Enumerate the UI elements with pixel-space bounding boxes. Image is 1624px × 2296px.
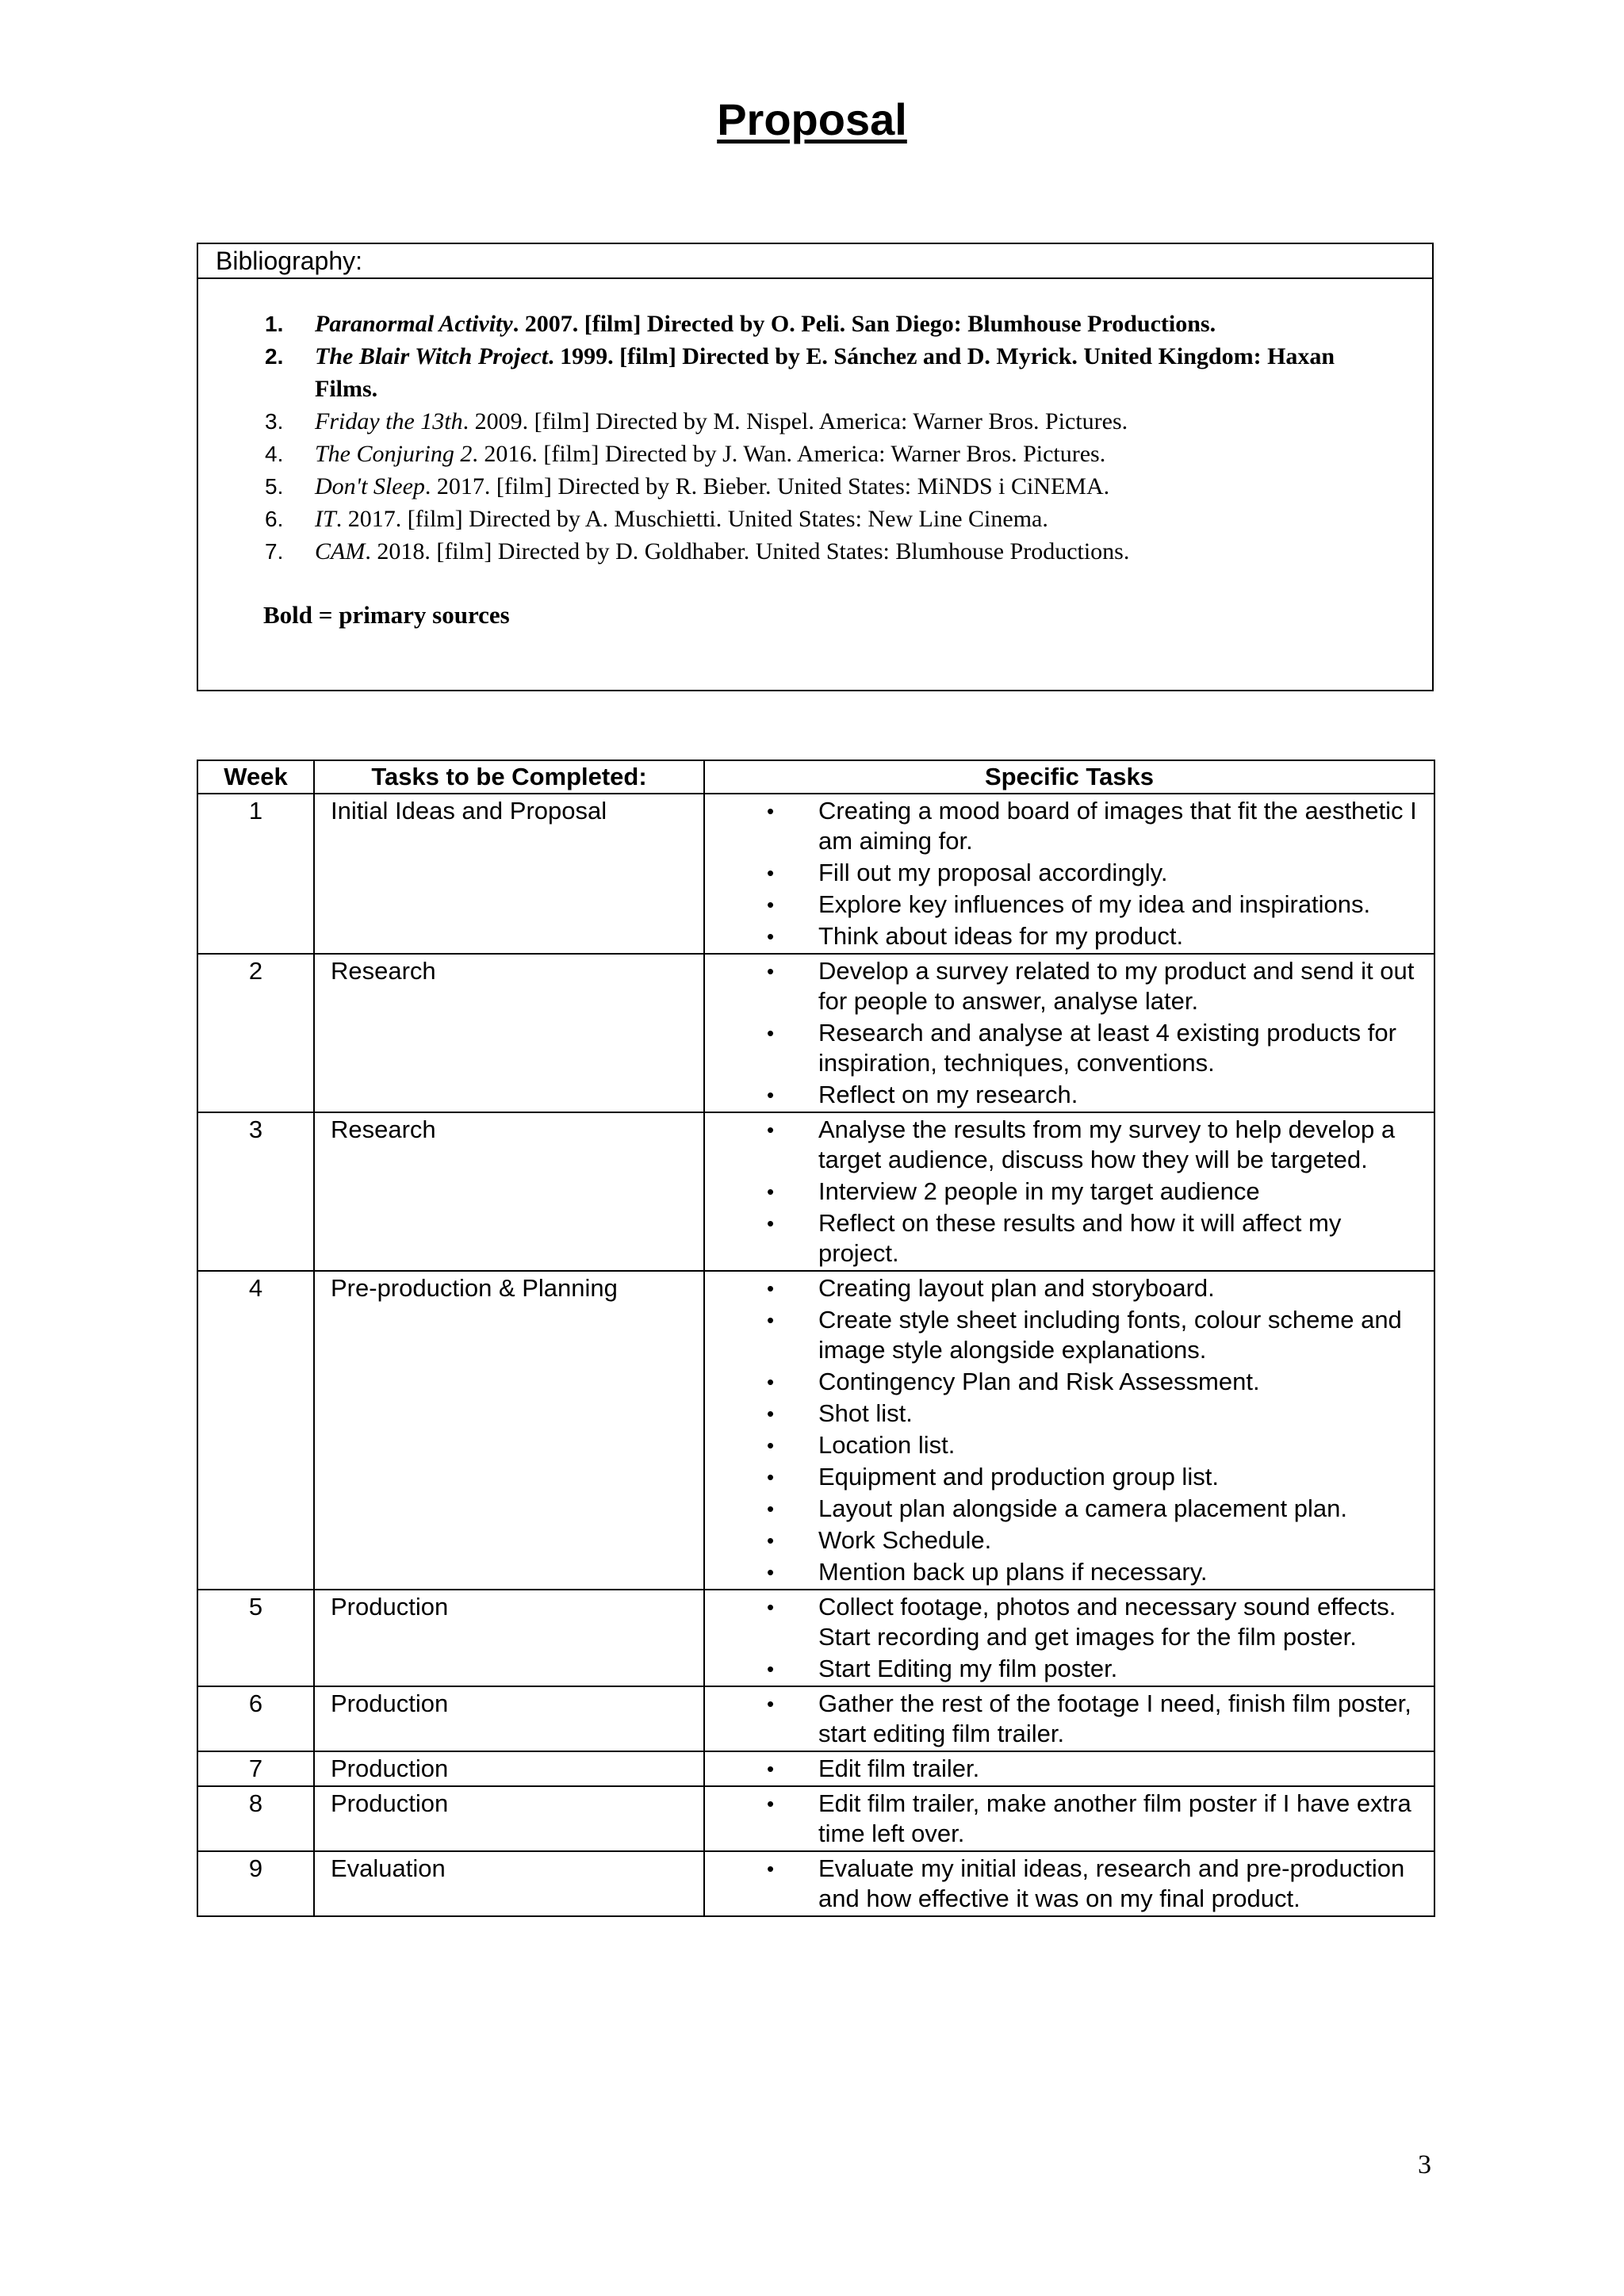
specific-tasks-header: Specific Tasks (704, 760, 1434, 794)
bibliography-entry-title: IT (315, 506, 336, 532)
table-row (197, 1271, 1434, 1590)
specific-tasks-cell (704, 1271, 1434, 1590)
bibliography-entry-details: . 2018. [film] Directed by D. Goldhaber. United States: Blumhouse Productions. (365, 538, 1130, 564)
bibliography-note: Bold = primary sources (263, 601, 510, 629)
specific-task-text: Contingency Plan and Risk Assessment. (818, 1368, 1260, 1395)
bibliography-entry-details: . 1999. [film] Directed by E. Sánchez and D. Myrick. United Kingdom: Haxan Films. (315, 343, 1335, 402)
specific-task-item (705, 1305, 1434, 1365)
week-cell: 7 (197, 1751, 314, 1786)
bullet-icon: • (767, 1657, 775, 1681)
specific-task-text: Interview 2 people in my target audience (818, 1177, 1260, 1205)
specific-task-item (705, 1854, 1434, 1914)
specific-tasks-cell (704, 1851, 1434, 1916)
task-cell: Pre-production & Planning (314, 1271, 704, 1590)
bibliography-entry-number: 2. (265, 344, 284, 369)
table-row (197, 1112, 1434, 1271)
task-cell: Production (314, 1751, 704, 1786)
bullet-icon: • (767, 1465, 775, 1489)
bibliography-entry-title: The Blair Witch Project (315, 343, 549, 369)
specific-tasks-cell (704, 954, 1434, 1112)
specific-task-item (705, 858, 1434, 888)
bullet-icon: • (767, 1595, 775, 1619)
specific-task-item (705, 1115, 1434, 1175)
specific-task-text: Create style sheet including fonts, colour scheme and image style alongside explanations. (818, 1306, 1402, 1364)
bibliography-entry-details: . 2017. [film] Directed by R. Bieber. United States: MiNDS i CiNEMA. (424, 473, 1110, 499)
table-row (197, 1590, 1434, 1686)
bullet-icon: • (767, 1276, 775, 1300)
specific-task-item (705, 1080, 1434, 1110)
specific-task-item (705, 1525, 1434, 1556)
specific-task-item (705, 890, 1434, 920)
table-row (197, 1751, 1434, 1786)
bibliography-entry (198, 405, 1432, 438)
specific-task-text: Start Editing my film poster. (818, 1655, 1118, 1682)
specific-tasks-cell (704, 1112, 1434, 1271)
page-title: Proposal (717, 94, 907, 144)
bullet-icon: • (767, 1529, 775, 1552)
week-cell: 4 (197, 1271, 314, 1590)
bullet-icon: • (767, 1180, 775, 1203)
specific-task-text: Reflect on these results and how it will affect my project. (818, 1209, 1342, 1267)
week-cell: 2 (197, 954, 314, 1112)
bullet-icon: • (767, 799, 775, 823)
specific-task-text: Edit film trailer. (818, 1755, 980, 1782)
specific-task-text: Mention back up plans if necessary. (818, 1558, 1208, 1586)
specific-task-list (705, 1115, 1434, 1269)
task-cell: Research (314, 1112, 704, 1271)
specific-task-list (705, 956, 1434, 1110)
bibliography-label: Bibliography: (198, 244, 1432, 279)
tasks-header: Tasks to be Completed: (314, 760, 704, 794)
table-row (197, 1786, 1434, 1851)
specific-task-text: Research and analyse at least 4 existing products for inspiration, techniques, conventions. (818, 1019, 1396, 1077)
specific-tasks-cell (704, 1590, 1434, 1686)
specific-task-item (705, 1018, 1434, 1078)
specific-task-text: Think about ideas for my product. (818, 922, 1184, 950)
specific-task-item (705, 1654, 1434, 1684)
task-cell: Research (314, 954, 704, 1112)
specific-task-text: Develop a survey related to my product and send it out for people to answer, analyse later. (818, 957, 1415, 1015)
bibliography-box (197, 243, 1434, 691)
bibliography-entry-details: . 2009. [film] Directed by M. Nispel. America: Warner Bros. Pictures. (462, 408, 1128, 434)
bullet-icon: • (767, 1433, 775, 1457)
bibliography-entry-number: 5. (265, 474, 284, 499)
task-cell: Production (314, 1686, 704, 1751)
bibliography-entry-details: . 2007. [film] Directed by O. Peli. San Diego: Blumhouse Productions. (512, 311, 1216, 337)
bullet-icon: • (767, 893, 775, 916)
specific-tasks-cell (704, 1786, 1434, 1851)
bullet-icon: • (767, 1757, 775, 1781)
specific-task-text: Reflect on my research. (818, 1081, 1078, 1108)
table-row (197, 794, 1434, 954)
specific-task-text: Fill out my proposal accordingly. (818, 859, 1168, 886)
week-cell: 3 (197, 1112, 314, 1271)
bibliography-entry (198, 438, 1432, 470)
bibliography-entry-number: 7. (265, 539, 284, 564)
bullet-icon: • (767, 1560, 775, 1584)
bullet-icon: • (767, 1402, 775, 1425)
bibliography-entry-number: 4. (265, 442, 284, 466)
specific-task-list (705, 1689, 1434, 1749)
specific-task-text: Gather the rest of the footage I need, finish film poster, start editing film trailer. (818, 1689, 1411, 1747)
week-cell: 5 (197, 1590, 314, 1686)
bibliography-entry-title: CAM (315, 538, 366, 564)
bibliography-entry (198, 340, 1432, 405)
specific-task-item (705, 921, 1434, 951)
bibliography-entry (198, 308, 1432, 340)
week-header: Week (197, 760, 314, 794)
specific-tasks-cell (704, 794, 1434, 954)
specific-task-list (705, 1273, 1434, 1587)
bibliography-entry-title: Friday the 13th (315, 408, 463, 434)
specific-task-item (705, 796, 1434, 856)
specific-task-list (705, 1854, 1434, 1914)
schedule-header-row (197, 760, 1434, 794)
specific-task-list (705, 796, 1434, 951)
specific-task-item (705, 1789, 1434, 1849)
bullet-icon: • (767, 1211, 775, 1235)
task-cell: Production (314, 1590, 704, 1686)
specific-task-item (705, 1592, 1434, 1652)
week-cell: 8 (197, 1786, 314, 1851)
specific-task-item (705, 1208, 1434, 1269)
specific-task-text: Shot list. (818, 1399, 913, 1427)
bullet-icon: • (767, 1118, 775, 1142)
specific-task-item (705, 1494, 1434, 1524)
specific-task-text: Layout plan alongside a camera placement plan. (818, 1494, 1347, 1522)
specific-tasks-cell (704, 1751, 1434, 1786)
specific-task-text: Collect footage, photos and necessary sound effects. Start recording and get images for the film poster. (818, 1593, 1396, 1651)
task-cell: Evaluation (314, 1851, 704, 1916)
task-cell: Initial Ideas and Proposal (314, 794, 704, 954)
specific-task-item (705, 1557, 1434, 1587)
bibliography-entry-title: Paranormal Activity (315, 311, 513, 337)
bibliography-entry (198, 535, 1432, 568)
page-number: 3 (1418, 2150, 1431, 2179)
specific-task-text: Equipment and production group list. (818, 1463, 1219, 1490)
specific-task-item (705, 1754, 1434, 1784)
bullet-icon: • (767, 1497, 775, 1521)
bibliography-entry (198, 470, 1432, 503)
bibliography-entry-number: 6. (265, 507, 284, 531)
specific-task-text: Explore key influences of my idea and inspirations. (818, 890, 1371, 918)
specific-task-list (705, 1789, 1434, 1849)
bullet-icon: • (767, 924, 775, 948)
bullet-icon: • (767, 959, 775, 983)
bullet-icon: • (767, 1308, 775, 1332)
bibliography-entry-title: The Conjuring 2 (315, 441, 473, 467)
table-row (197, 954, 1434, 1112)
bibliography-list (198, 308, 1432, 568)
week-cell: 6 (197, 1686, 314, 1751)
table-row (197, 1686, 1434, 1751)
specific-task-item (705, 1399, 1434, 1429)
bibliography-entry (198, 503, 1432, 535)
bullet-icon: • (767, 1083, 775, 1107)
specific-task-item (705, 956, 1434, 1016)
specific-task-item (705, 1430, 1434, 1460)
bullet-icon: • (767, 861, 775, 885)
specific-task-list (705, 1754, 1434, 1784)
bibliography-entry-number: 3. (265, 409, 284, 434)
specific-task-text: Evaluate my initial ideas, research and pre-production and how effective it was on my final product. (818, 1854, 1405, 1912)
specific-task-item (705, 1367, 1434, 1397)
specific-task-text: Edit film trailer, make another film poster if I have extra time left over. (818, 1789, 1411, 1847)
week-cell: 1 (197, 794, 314, 954)
specific-task-item (705, 1462, 1434, 1492)
specific-task-text: Location list. (818, 1431, 956, 1459)
schedule-table (197, 760, 1435, 1917)
specific-task-item (705, 1177, 1434, 1207)
specific-task-list (705, 1592, 1434, 1684)
specific-task-text: Analyse the results from my survey to help develop a target audience, discuss how they will be targeted. (818, 1115, 1396, 1173)
bullet-icon: • (767, 1692, 775, 1716)
week-cell: 9 (197, 1851, 314, 1916)
table-row (197, 1851, 1434, 1916)
bullet-icon: • (767, 1021, 775, 1045)
bullet-icon: • (767, 1792, 775, 1816)
specific-task-text: Creating a mood board of images that fit the aesthetic I am aiming for. (818, 797, 1417, 855)
specific-task-item (705, 1273, 1434, 1303)
bibliography-entry-number: 1. (265, 312, 284, 336)
bibliography-entry-title: Don't Sleep (315, 473, 425, 499)
bibliography-entry-details: . 2017. [film] Directed by A. Muschietti. United States: New Line Cinema. (335, 506, 1048, 532)
bullet-icon: • (767, 1370, 775, 1394)
bibliography-entry-details: . 2016. [film] Directed by J. Wan. America: Warner Bros. Pictures. (472, 441, 1106, 467)
specific-task-text: Work Schedule. (818, 1526, 992, 1554)
task-cell: Production (314, 1786, 704, 1851)
bullet-icon: • (767, 1857, 775, 1881)
specific-task-item (705, 1689, 1434, 1749)
specific-task-text: Creating layout plan and storyboard. (818, 1274, 1215, 1302)
specific-tasks-cell (704, 1686, 1434, 1751)
